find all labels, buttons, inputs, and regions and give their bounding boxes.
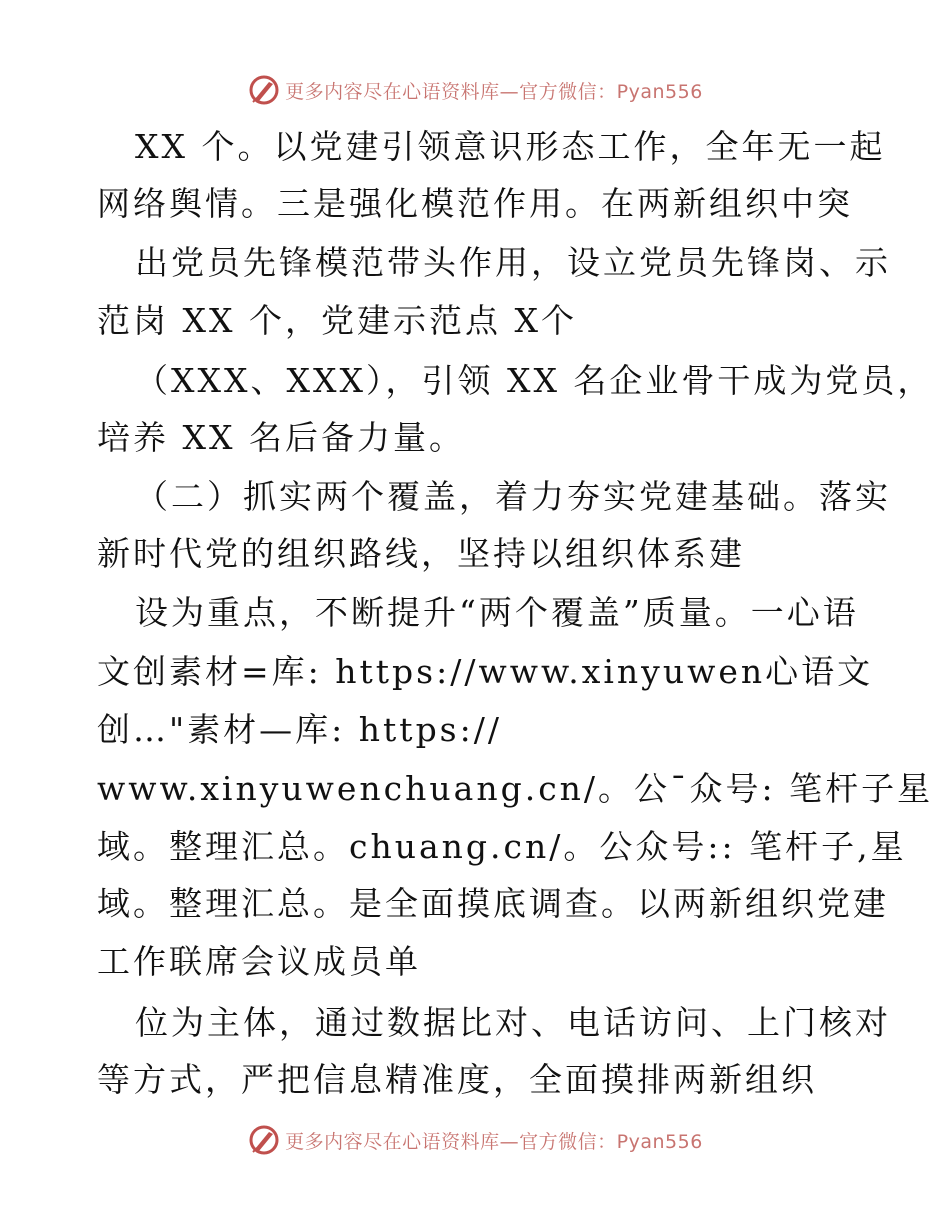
text-line: 创…"素材—库: https://: [97, 710, 502, 749]
text-line: 出党员先锋模范带头作用，设立党员先锋岗、示: [135, 243, 891, 282]
text-line: 等方式，严把信息精准度，全面摸排两新组织: [97, 1060, 817, 1099]
text-line: www.xinyuwenchuang.cn/。公¯众号: 笔杆子星: [97, 769, 934, 808]
text-line: 工作联席会议成员单: [97, 942, 421, 981]
quill-circle-logo-icon: [247, 1123, 281, 1157]
text-line: 位为主体，通过数据比对、电话访问、上门核对: [135, 1003, 891, 1042]
watermark-text: 更多内容尽在心语资料库—官方微信：Pyan556: [285, 1130, 703, 1153]
text-line: 文创素材=库: https://www.xinyuwen心语文: [97, 652, 874, 691]
text-line: 域。整理汇总。是全面摸底调查。以两新组织党建: [97, 884, 889, 923]
watermark-text: 更多内容尽在心语资料库—官方微信：Pyan556: [285, 80, 703, 103]
text-line: XX 个。以党建引领意识形态工作，全年无一起: [135, 127, 886, 166]
text-line: 域。整理汇总。chuang.cn/。公众号:: 笔杆子,星: [97, 827, 907, 866]
text-line: 新时代党的组织路线，坚持以组织体系建: [97, 534, 745, 573]
footer-watermark: [0, 1120, 950, 1160]
text-line: 培养 XX 名后备力量。: [97, 418, 465, 457]
text-line: （XXX、XXX），引领 XX 名企业骨干成为党员，: [135, 361, 934, 400]
text-line: 设为重点，不断提升“两个覆盖”质量。一心语: [135, 593, 859, 632]
text-line: 网络舆情。三是强化模范作用。在两新组织中突: [97, 184, 853, 223]
text-line: 范岗 XX 个，党建示范点 X个: [97, 301, 577, 340]
text-line: （二）抓实两个覆盖，着力夯实党建基础。落实: [135, 477, 891, 516]
